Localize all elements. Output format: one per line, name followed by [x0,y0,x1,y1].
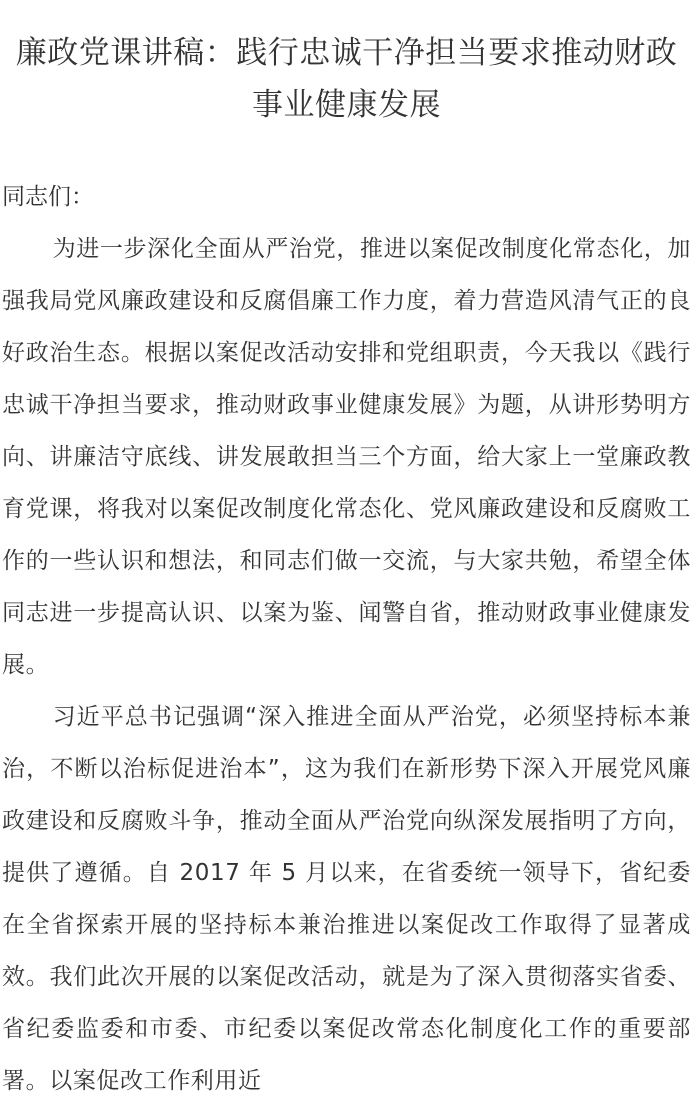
salutation: 同志们： [2,184,94,210]
paragraph-1: 为进一步深化全面从严治党，推进以案促改制度化常态化，加强我局党风廉政建设和反腐倡廉工作力度，着力营造风清气正的良好政治生态。根据以案促改活动安排和党组职责，今天我以《践行忠诚干净担当要求，推动财政事业健康发展》为题，从讲形势明方向、讲廉洁守底线、讲发展敢担当三个方面，给大家上一堂廉政教育党课，将我对以案促改制度化常态化、党风廉政建设和反腐败工作的一些认识和想法，和同志们做一交流，与大家共勉，希望全体同志进一步提高认识、以案为鉴、闻警自省，推动财政事业健康发展。 [2,236,691,678]
paragraph-2: 习近平总书记强调“深入推进全面从严治党，必须坚持标本兼治，不断以治标促进治本”，这为我们在新形势下深入开展党风廉政建设和反腐败斗争，推动全面从严治党向纵深发展指明了方向，提供了遵循。自 2017 年 5 月以来，在省委统一领导下，省纪委在全省探索开展的坚持标本兼治推进以案促改工作取得了显著成效。我们此次开展的以案促改活动，就是为了深入贯彻落实省委、省纪委监委和市委、市纪委以案促改常态化制度化工作的重要部署。以案促改工作利用近 [2,704,691,1094]
article-title: 廉政党课讲稿：践行忠诚干净担当要求推动财政事业健康发展 [15,35,678,123]
